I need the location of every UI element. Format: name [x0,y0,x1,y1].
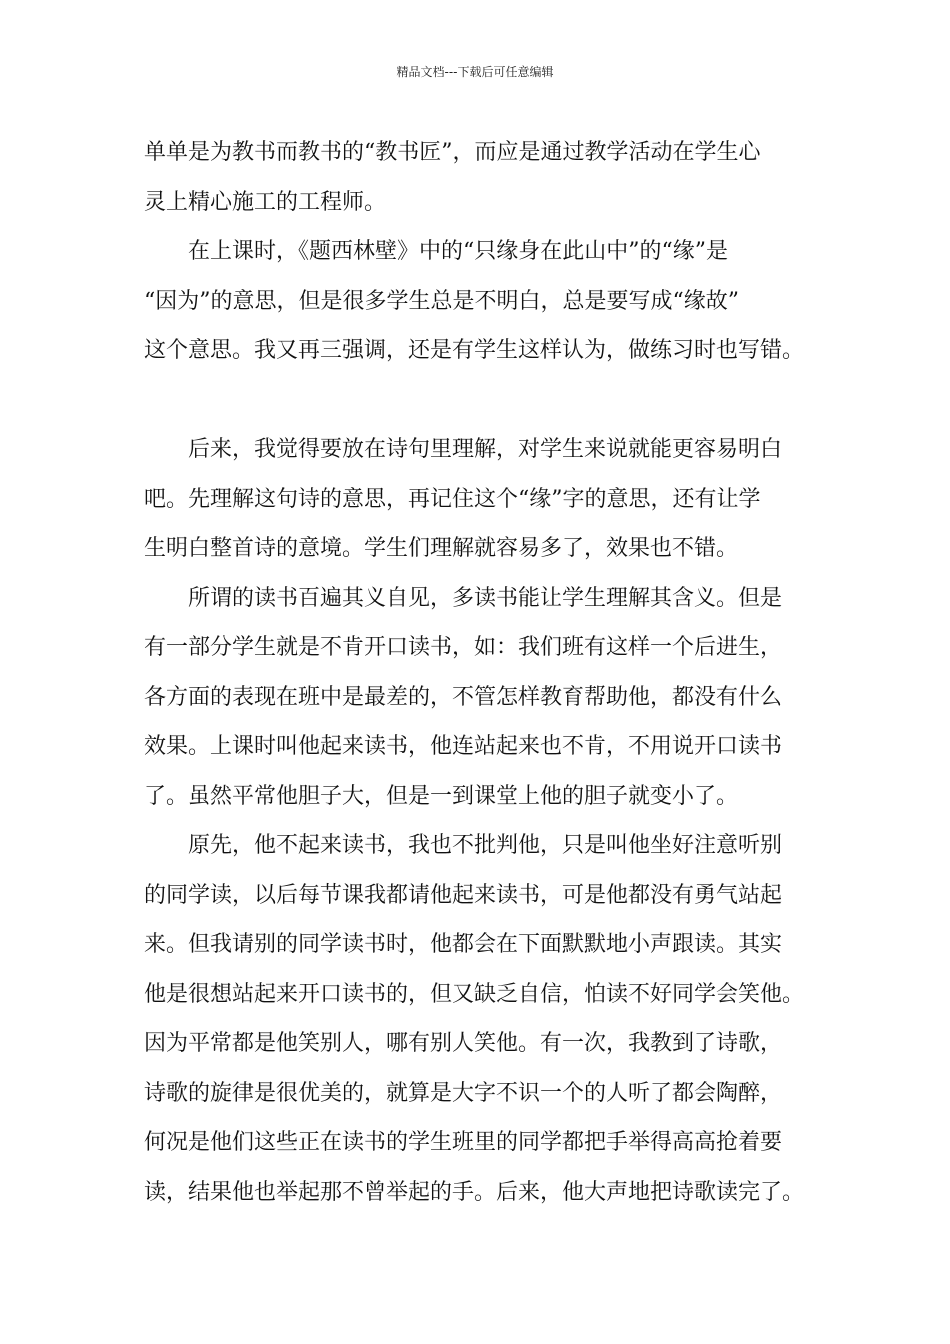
text-line: 何况是他们这些正在读书的学生班里的同学都把手举得高高抢着要 [144,1130,783,1155]
text-line: 吧。先理解这句诗的意思，再记住这个“缘”字的意思，还有让学 [144,486,761,512]
text-line: 他是很想站起来开口读书的，但又缺乏自信，怕读不好同学会笑他。 [144,981,805,1007]
text-line: 诗歌的旋律是很优美的，就算是大字不识一个的人听了都会陶醉， [144,1080,783,1106]
text-line: 因为平常都是他笑别人，哪有别人笑他。有一次，我教到了诗歌， [144,1031,783,1056]
text-line: 读，结果他也举起那不曾举起的手。后来，他大声地把诗歌读完了。 [144,1179,805,1205]
text-line: 生明白整首诗的意境。学生们理解就容易多了，效果也不错。 [144,536,739,561]
text-line: 各方面的表现在班中是最差的，不管怎样教育帮助他，都没有什么 [144,684,783,710]
paragraph-gap [144,376,824,426]
text-line: 这个意思。我又再三强调，还是有学生这样认为，做练习时也写错。 [144,338,805,363]
page-header: 精品文档---下载后可任意编辑 [396,65,554,79]
text-line: 效果。上课时叫他起来读书，他连站起来也不肯，不用说开口读书 [144,734,783,759]
text-line: 有一部分学生就是不肯开口读书，如：我们班有这样一个后进生， [144,635,783,660]
text-line: 灵上精心施工的工程师。 [144,189,387,215]
text-line: 在上课时，《题西林壁》中的“只缘身在此山中”的“缘”是 [144,239,728,264]
text-line: 原先，他不起来读书，我也不批判他，只是叫他坐好注意听别 [144,833,783,858]
document-body [144,128,824,1217]
text-line: 的同学读，以后每节课我都请他起来读书，可是他都没有勇气站起 [144,882,783,908]
text-line: 所谓的读书百遍其义自见，多读书能让学生理解其含义。但是 [144,585,783,611]
text-line: 后来，我觉得要放在诗句里理解，对学生来说就能更容易明白 [144,437,783,462]
text-line: “因为”的意思，但是很多学生总是不明白，总是要写成“缘故” [144,288,739,314]
text-line: 来。但我请别的同学读书时，他都会在下面默默地小声跟读。其实 [144,932,783,957]
text-line: 单单是为教书而教书的“教书匠”，而应是通过教学活动在学生心 [144,140,761,165]
text-line: 了。虽然平常他胆子大，但是一到课堂上他的胆子就变小了。 [144,783,739,809]
